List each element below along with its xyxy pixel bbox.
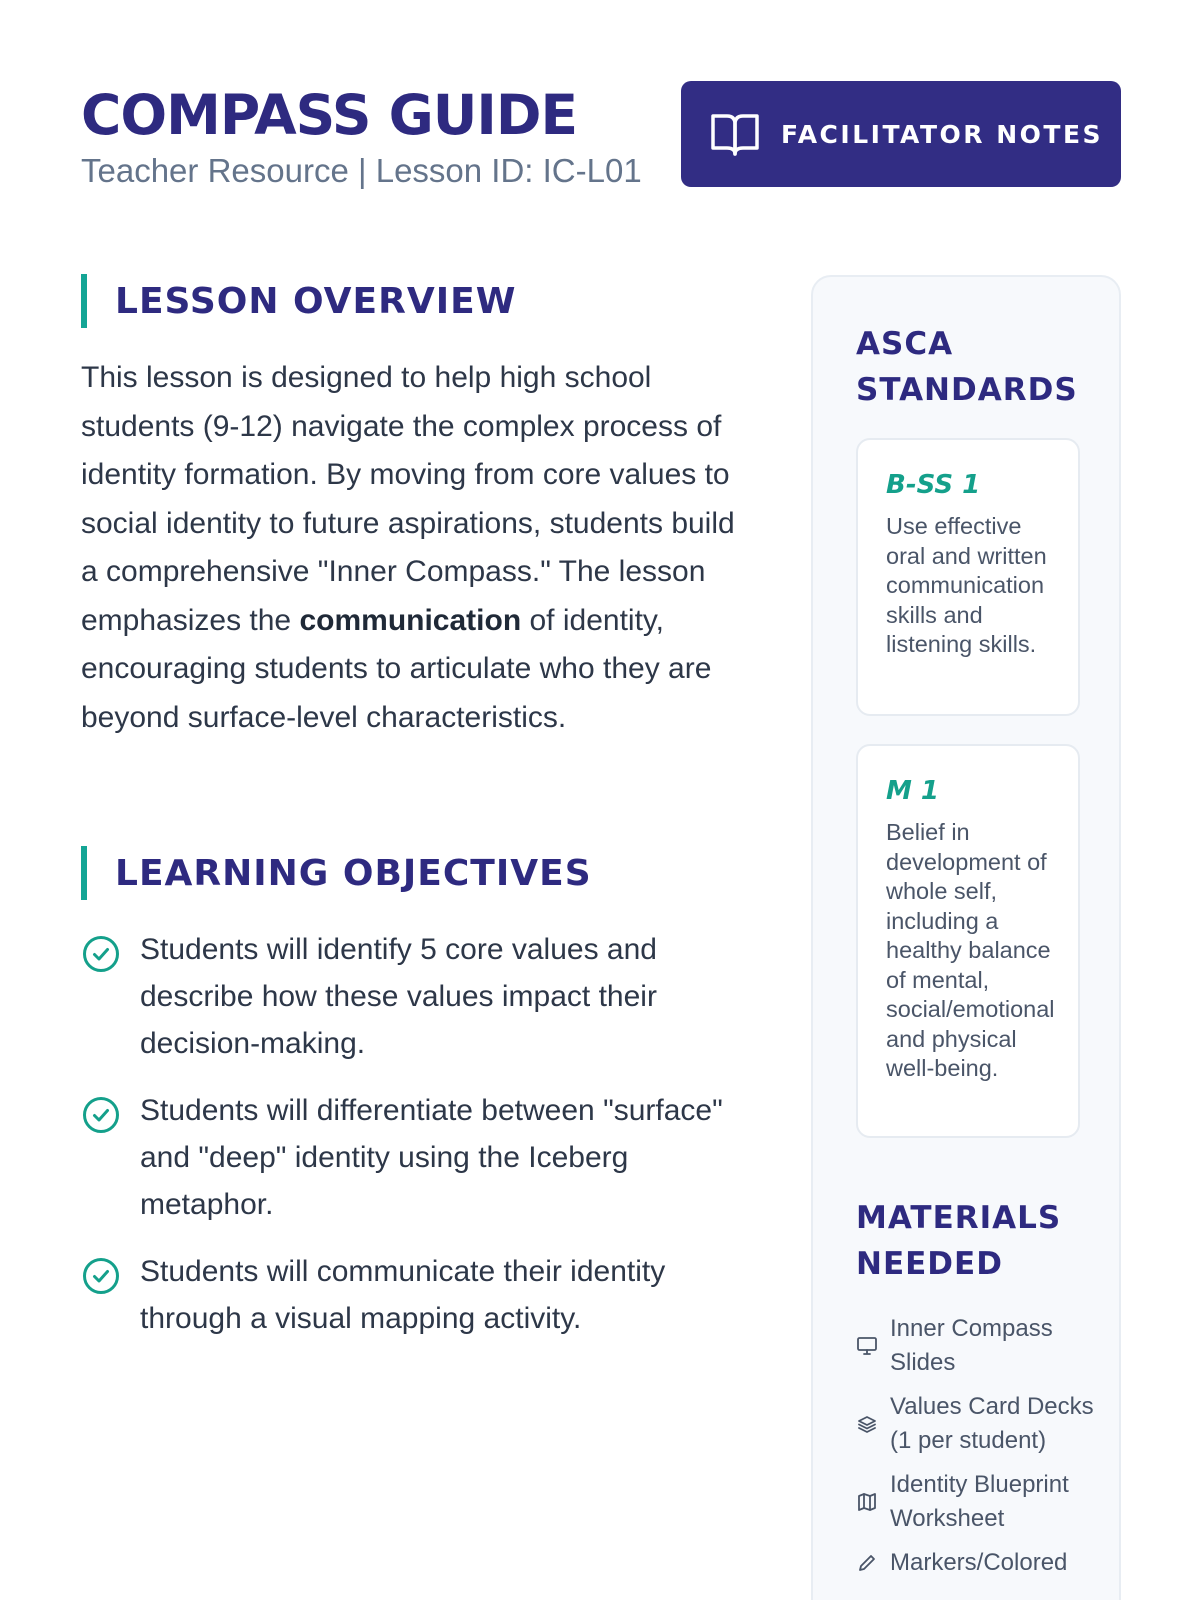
check-circle-icon bbox=[81, 934, 121, 974]
standard-code: B-SS 1 bbox=[886, 470, 981, 500]
overview-emphasis: communication bbox=[299, 603, 522, 637]
objective-item bbox=[81, 1087, 761, 1228]
standard-description: Belief in development of whole self, including a healthy balance of mental, social/emotional and physical well-being. bbox=[886, 819, 1055, 1081]
pencil-icon bbox=[856, 1552, 878, 1574]
check-circle-icon bbox=[81, 1095, 121, 1135]
page-title: COMPASS GUIDE bbox=[81, 83, 578, 147]
objective-item bbox=[81, 1248, 761, 1342]
objective-item bbox=[81, 926, 761, 1067]
overview-text-part: of identity, encouraging students to articulate who they are beyond surface-level characteristics. bbox=[81, 603, 712, 734]
standard-description: Use effective oral and written communication skills and listening skills. bbox=[886, 513, 1047, 657]
learning-objectives-heading bbox=[81, 846, 592, 900]
objectives-list bbox=[81, 926, 761, 1362]
map-icon bbox=[856, 1491, 878, 1513]
overview-text-part: This lesson is designed to help high school students (9-12) navigate the complex process of identity formation. By moving from core values to social identity to future aspirations, students build a comprehensive "Inner Compass." The lesson emphasizes the bbox=[81, 361, 735, 637]
standard-card bbox=[856, 744, 1080, 1138]
objective-text: Students will differentiate between "surface" and "deep" identity using the Iceberg metaphor. bbox=[140, 1094, 723, 1221]
learning-objectives-title: LEARNING OBJECTIVES bbox=[115, 852, 592, 894]
asca-standards-heading: ASCA STANDARDS bbox=[856, 326, 1078, 408]
check-circle-icon bbox=[81, 1256, 121, 1296]
layers-icon bbox=[856, 1413, 878, 1435]
material-label: Markers/Colored bbox=[890, 1549, 1068, 1576]
materials-heading: MATERIALS NEEDED bbox=[856, 1200, 1062, 1282]
facilitator-notes-button[interactable] bbox=[681, 81, 1121, 187]
monitor-icon bbox=[856, 1335, 878, 1357]
lesson-overview-title: LESSON OVERVIEW bbox=[115, 280, 517, 322]
material-item bbox=[856, 1312, 1096, 1380]
objective-text: Students will communicate their identity through a visual mapping activity. bbox=[140, 1255, 666, 1335]
page-subtitle: Teacher Resource | Lesson ID: IC-L01 bbox=[81, 152, 642, 189]
material-label: Values Card Decks (1 per student) bbox=[890, 1393, 1094, 1454]
standard-card bbox=[856, 438, 1080, 716]
material-item bbox=[856, 1390, 1096, 1458]
sidebar bbox=[811, 275, 1121, 1600]
material-item bbox=[856, 1546, 1096, 1580]
lesson-overview-heading bbox=[81, 274, 516, 328]
standard-code: M 1 bbox=[886, 776, 940, 806]
material-label: Inner Compass Slides bbox=[890, 1315, 1053, 1376]
lesson-overview-text bbox=[81, 354, 751, 742]
objective-text: Students will identify 5 core values and describe how these values impact their decision-making. bbox=[140, 933, 657, 1060]
materials-list bbox=[856, 1312, 1096, 1590]
material-label: Identity Blueprint Worksheet bbox=[890, 1471, 1069, 1532]
book-open-icon bbox=[709, 110, 761, 158]
facilitator-notes-label: FACILITATOR NOTES bbox=[781, 119, 1104, 149]
material-item bbox=[856, 1468, 1096, 1536]
